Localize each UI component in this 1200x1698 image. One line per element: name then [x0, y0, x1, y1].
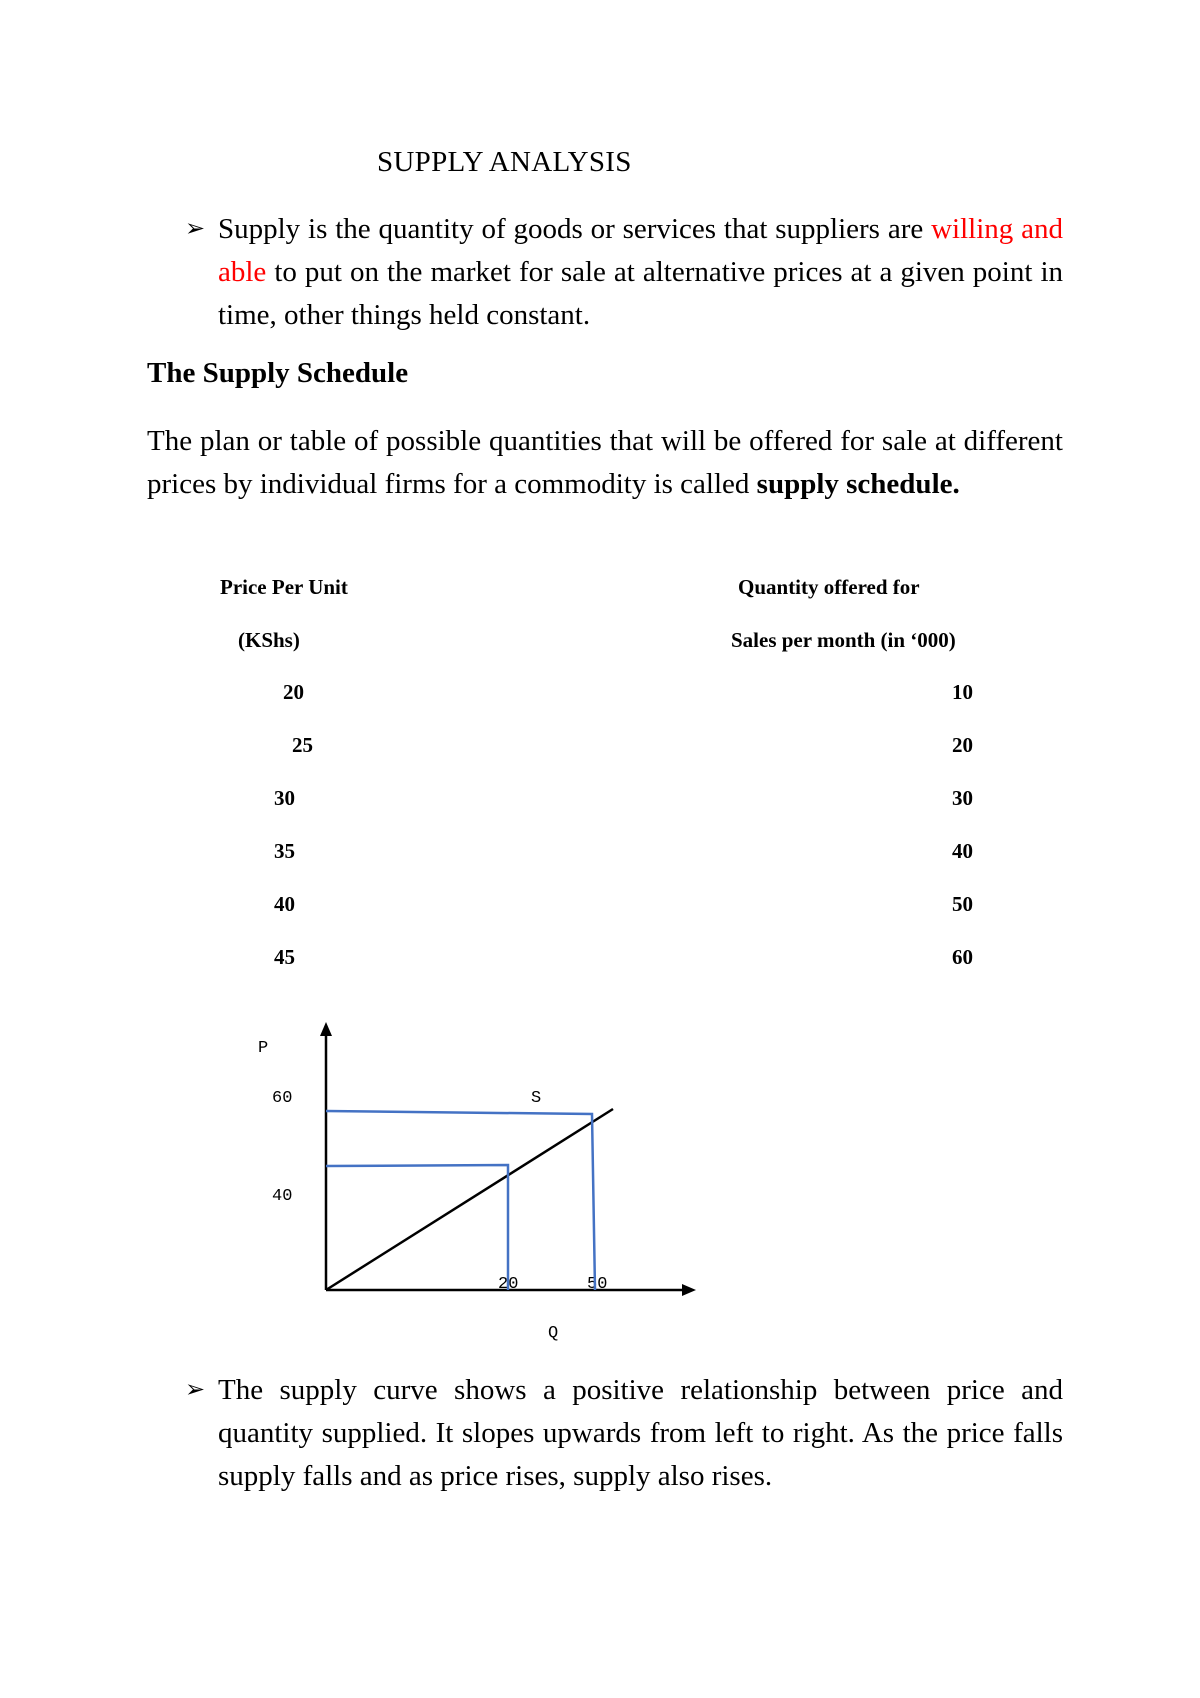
x-axis-arrow-icon: [682, 1284, 696, 1296]
quantity-cell: 50: [952, 892, 973, 916]
supply-curve-line: [326, 1109, 613, 1290]
price-header-line1: Price Per Unit: [220, 575, 348, 599]
conclusion-bullet: [185, 1369, 1063, 1498]
quantity-cell: 40: [952, 839, 973, 863]
supply-curve-chart: [240, 1010, 710, 1350]
price-cell: 30: [274, 786, 295, 810]
y-tick-label: 40: [272, 1187, 293, 1206]
quantity-cell: 60: [952, 945, 973, 969]
quantity-header-line2: Sales per month (in ‘000): [731, 628, 956, 652]
guide-line-q20: [326, 1165, 508, 1290]
quantity-header-line1: Quantity offered for: [738, 575, 920, 599]
y-axis-arrow-icon: [320, 1022, 332, 1036]
intro-highlight: willing and able: [218, 213, 1063, 288]
quantity-cell: 20: [952, 733, 973, 757]
quantity-cell: 10: [952, 680, 973, 704]
intro-bullet: [185, 208, 1063, 337]
definition-text: The plan or table of possible quantities that will be offered for sale at different prices by individual firms for a commodity is called: [147, 425, 1063, 500]
price-cell: 35: [274, 839, 295, 863]
x-tick-label: 50: [587, 1275, 608, 1294]
y-tick-label: 60: [272, 1089, 293, 1108]
quantity-cell: 30: [952, 786, 973, 810]
intro-text-part1: Supply is the quantity of goods or services that suppliers are: [218, 213, 932, 245]
price-cell: 25: [292, 733, 313, 757]
price-cell: 20: [283, 680, 304, 704]
price-cell: 40: [274, 892, 295, 916]
y-axis-label: P: [258, 1039, 269, 1058]
x-axis-label: Q: [548, 1324, 559, 1343]
definition-paragraph: [147, 420, 1063, 506]
curve-label: S: [531, 1089, 542, 1108]
intro-bullet-text: [218, 208, 1063, 337]
x-tick-label: 20: [498, 1275, 519, 1294]
conclusion-bullet-text: The supply curve shows a positive relationship between price and quantity supplied. It slopes upwards from left to right. As the price falls supply falls and as price rises, supply also rises.: [218, 1374, 1063, 1492]
arrow-bullet-icon: ➢: [185, 1377, 206, 1403]
price-cell: 45: [274, 945, 295, 969]
price-header-line2: (KShs): [238, 628, 300, 652]
intro-text-part2: to put on the market for sale at alternative prices at a given point in time, other things held constant.: [218, 256, 1063, 331]
definition-bold-term: supply schedule.: [756, 468, 960, 500]
page-title: SUPPLY ANALYSIS: [377, 146, 632, 178]
section-heading: The Supply Schedule: [147, 357, 409, 389]
arrow-bullet-icon: ➢: [185, 216, 206, 242]
